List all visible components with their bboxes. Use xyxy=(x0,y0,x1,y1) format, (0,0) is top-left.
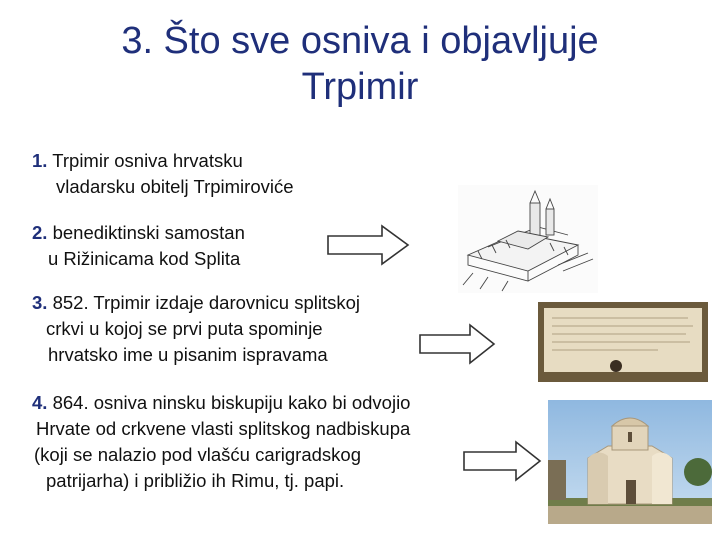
item-line: 852. Trpimir izdaje darovnicu splitskoj xyxy=(52,292,361,313)
slide-title-line1: 3. Što sve osniva i objavljuje xyxy=(121,20,599,62)
item-line: patrijarha) i približio ih Rimu, tj. papi. xyxy=(46,470,345,491)
arrow-right-icon xyxy=(326,224,410,266)
item-line: benediktinski samostan xyxy=(52,222,245,243)
slide-title xyxy=(0,18,720,110)
list-item-1 xyxy=(32,148,294,200)
charter-document-image xyxy=(538,302,708,382)
item-line: Trpimir osniva hrvatsku xyxy=(52,150,243,171)
list-item-2 xyxy=(32,220,245,272)
slide-title-line2: Trpimir xyxy=(301,66,419,108)
item-number: 1. xyxy=(32,150,48,171)
item-line: crkvi u kojoj se prvi puta spominje xyxy=(46,318,323,339)
church-photo-image xyxy=(548,400,712,524)
item-number: 4. xyxy=(32,392,48,413)
item-line: hrvatsko ime u pisanim ispravama xyxy=(48,344,328,365)
list-item-3 xyxy=(32,290,360,368)
monastery-drawing-image xyxy=(458,185,598,293)
item-number: 3. xyxy=(32,292,48,313)
arrow-right-icon xyxy=(418,323,496,365)
item-line: u Rižinicama kod Splita xyxy=(48,248,241,269)
item-line: (koji se nalazio pod vlašću carigradskog xyxy=(34,444,362,465)
list-item-4 xyxy=(32,390,410,494)
item-line: Hrvate od crkvene vlasti splitskog nadbiskupa xyxy=(36,418,411,439)
arrow-right-icon xyxy=(462,440,542,482)
item-line: vladarsku obitelj Trpimiroviće xyxy=(56,176,294,197)
item-number: 2. xyxy=(32,222,48,243)
item-line: 864. osniva ninsku biskupiju kako bi odvojio xyxy=(52,392,411,413)
